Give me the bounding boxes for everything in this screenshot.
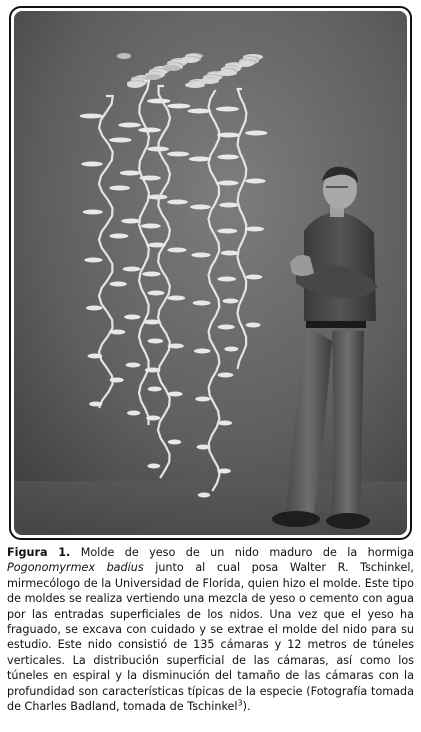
chamber <box>148 339 164 344</box>
chamber <box>245 131 267 136</box>
chamber-top <box>163 65 181 71</box>
chamber <box>140 176 161 181</box>
chamber <box>188 109 211 114</box>
chamber <box>118 123 141 128</box>
chamber <box>193 301 211 306</box>
chamber <box>142 272 160 277</box>
chamber <box>147 464 160 469</box>
chamber <box>167 104 190 109</box>
chamber <box>147 99 170 104</box>
chamber <box>224 347 238 352</box>
caption-text-2: junto al cual posa Walter R. Tschinkel, mirmecólogo de la Universidad de Florida, quien hizo el molde. Este tipo de moldes se realiza vertiendo una mezcla de yeso o cemento con agua por las entradas superficiales de los nidos. Una vez que el yeso ha fraguado, se excava con cuidado y se extrae el molde del nido para su estudio. Este nido consistió de 135 cámaras y 12 metros de túneles verticales. La distribución superficial de las cámaras, así como los túneles en espiral y la disminución del tamaño de las cámaras con la profundidad son características típicas de la especie (Fotografía tomada de Charles Badland, tomada de Tschinkel <box>7 561 414 714</box>
chamber <box>167 248 186 253</box>
nest-cast-photo <box>14 11 407 535</box>
chamber <box>83 210 103 215</box>
chamber <box>217 325 234 330</box>
chamber-top <box>117 53 131 59</box>
chamber <box>147 291 164 296</box>
chamber-top <box>199 78 219 84</box>
chamber <box>168 440 182 445</box>
chamber <box>246 323 261 328</box>
chamber-top <box>181 57 199 63</box>
chamber <box>218 421 232 426</box>
chamber <box>127 411 140 416</box>
chamber <box>246 275 263 280</box>
chamber <box>88 354 103 359</box>
chamber-top <box>127 82 143 88</box>
chamber <box>109 138 131 143</box>
figure-caption <box>7 545 414 714</box>
chamber <box>147 195 167 200</box>
chamber <box>109 282 126 287</box>
chamber <box>145 368 161 373</box>
chamber <box>141 224 161 229</box>
chamber <box>197 445 211 450</box>
chamber <box>121 219 140 224</box>
chamber <box>126 363 141 368</box>
chamber <box>168 392 183 397</box>
chamber <box>190 205 211 210</box>
species-name: Pogonomyrmex badius <box>7 561 144 575</box>
chamber <box>143 320 160 325</box>
chamber <box>218 469 231 474</box>
chamber <box>216 107 239 112</box>
chamber <box>110 330 126 335</box>
chamber <box>110 378 124 383</box>
chamber <box>223 299 239 304</box>
chamber-top <box>239 61 253 67</box>
chamber <box>217 277 236 282</box>
caption-text-1: Molde de yeso de un nido maduro de la hormiga <box>70 546 414 559</box>
chamber <box>81 162 103 167</box>
chamber <box>198 493 210 498</box>
chamber <box>219 203 239 208</box>
chamber <box>138 128 161 133</box>
chamber <box>245 179 265 184</box>
chamber <box>86 306 102 311</box>
reference-number: 3 <box>237 698 243 708</box>
chamber <box>168 344 184 349</box>
chamber <box>217 181 238 186</box>
chamber <box>167 200 188 205</box>
chamber <box>217 155 238 160</box>
figure-label: Figura 1. <box>7 546 71 559</box>
chamber <box>221 251 239 256</box>
chamber <box>80 114 103 119</box>
chamber <box>167 152 189 157</box>
chamber-top <box>217 70 237 76</box>
chamber <box>89 402 102 407</box>
chamber <box>148 387 162 392</box>
photo-illustration <box>14 11 407 535</box>
chamber <box>195 397 210 402</box>
chamber <box>123 267 141 272</box>
right-leg <box>332 331 364 515</box>
chamber <box>109 186 130 191</box>
chamber <box>146 416 160 421</box>
caption-closing: ). <box>242 700 251 714</box>
chamber <box>189 157 211 162</box>
chamber <box>218 373 234 378</box>
chamber <box>124 315 140 320</box>
chamber <box>217 133 240 138</box>
chamber <box>245 227 264 232</box>
chamber <box>217 229 237 234</box>
chamber <box>120 171 141 176</box>
chamber <box>167 296 185 301</box>
right-shoe <box>326 513 370 529</box>
chamber-top <box>145 74 161 80</box>
chamber <box>191 253 210 258</box>
chamber <box>84 258 102 263</box>
figure-frame <box>9 6 412 540</box>
left-shoe <box>272 511 320 527</box>
chamber <box>109 234 128 239</box>
chamber <box>194 349 210 354</box>
